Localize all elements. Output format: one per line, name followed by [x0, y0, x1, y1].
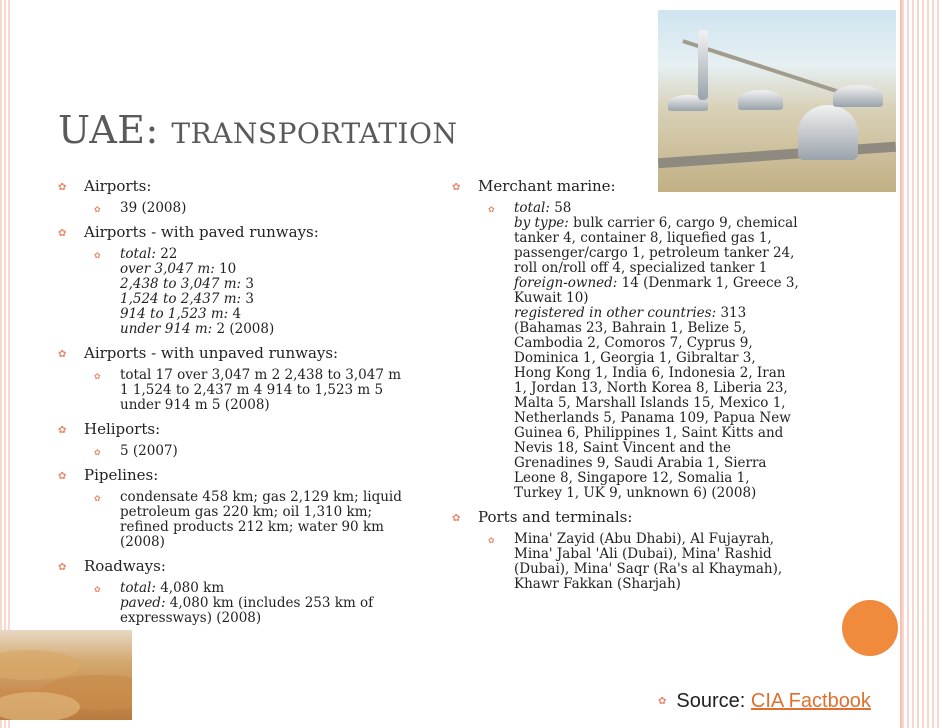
merchant-marine-line: Cambodia 2, Comoros 7, Cyprus 9, [514, 335, 753, 351]
pipelines-item: ✿ Pipelines: [58, 467, 438, 484]
right-decorative-border [902, 0, 942, 728]
heliports-item: ✿ Heliports: [58, 421, 438, 438]
roadways-item: ✿ Roadways: [58, 558, 438, 575]
paved-runways-item: ✿ Airports - with paved runways: [58, 224, 438, 241]
right-column [452, 178, 832, 600]
pipelines-details: ✿ condensate 458 km; gas 2,129 km; liquid petroleum gas 220 km; oil 1,310 km; refined products 212 km; water 90 km (2008) [84, 490, 438, 550]
unpaved-runways-item: ✿ Airports - with unpaved runways: [58, 345, 438, 362]
merchant-marine-line: Hong Kong 1, India 6, Indonesia 2, Iran [514, 365, 786, 381]
page-title [58, 108, 458, 152]
merchant-marine-line: passenger/cargo 1, petroleum tanker 24, [514, 245, 795, 261]
source-citation: ✿ Source: CIA Factbook [658, 690, 871, 712]
left-column [58, 178, 438, 634]
ports-details: ✿ Mina' Zayid (Abu Dhabi), Al Fujayrah, Mina' Jabal 'Ali (Dubai), Mina' Rashid (Dubai), Mina' Saqr (Ra's al Khaymah), Khawr Fakkan (Sharjah) [478, 532, 832, 592]
merchant-marine-line: ✿ total: 58 [514, 200, 572, 216]
merchant-marine-line: Nevis 18, Saint Vincent and the [514, 440, 732, 456]
merchant-marine-line: by type: bulk carrier 6, cargo 9, chemical [514, 215, 798, 231]
airport-photo [658, 10, 896, 192]
merchant-marine-line: Leone 8, Singapore 12, Somalia 1, [514, 470, 750, 486]
desert-photo [0, 630, 132, 720]
heliports-value: ✿ 5 (2007) [84, 444, 438, 459]
unpaved-runways-details: ✿ total 17 over 3,047 m 2 2,438 to 3,047 m 1 1,524 to 2,437 m 4 914 to 1,523 m 5 under 914 m 5 (2008) [84, 368, 438, 413]
merchant-marine-line: Turkey 1, UK 9, unknown 6) (2008) [514, 485, 757, 501]
merchant-marine-line: Dominica 1, Georgia 1, Gibraltar 3, [514, 350, 756, 366]
merchant-marine-line: tanker 4, container 8, liquefied gas 1, [514, 230, 772, 246]
fleuron-bullet-icon: ✿ [658, 696, 667, 708]
vertical-rule [900, 0, 902, 728]
merchant-marine-item: ✿ Merchant marine: [452, 178, 832, 195]
roadways-details: ✿ total: 4,080 km paved: 4,080 km (includes 253 km of expressways) (2008) [84, 581, 438, 626]
merchant-marine-line: Malta 5, Marshall Islands 15, Mexico 1, [514, 395, 786, 411]
merchant-marine-line: foreign-owned: 14 (Denmark 1, Greece 3, [514, 275, 799, 291]
paved-runways-details: ✿ total: 22 over 3,047 m: 10 2,438 to 3,047 m: 3 1,524 to 2,437 m: 3 914 to 1,523 m: 4 under 914 m: 2 (2008) [84, 247, 438, 337]
merchant-marine-line: registered in other countries: 313 [514, 305, 747, 321]
left-decorative-border [0, 0, 10, 728]
title-prefix: UAE: [58, 108, 172, 152]
merchant-marine-line: Grenadines 9, Saudi Arabia 1, Sierra [514, 455, 767, 471]
orange-accent-circle [842, 600, 898, 656]
merchant-marine-line: 1, Jordan 13, North Korea 8, Liberia 23, [514, 380, 788, 396]
cia-factbook-link[interactable]: CIA Factbook [750, 690, 871, 712]
merchant-marine-line: Kuwait 10) [514, 290, 589, 306]
merchant-marine-line: roll on/roll off 4, specialized tanker 1 [514, 260, 768, 276]
merchant-marine-line: Guinea 6, Philippines 1, Saint Kitts and [514, 425, 784, 441]
merchant-marine-details [478, 201, 832, 501]
merchant-marine-line: (Bahamas 23, Bahrain 1, Belize 5, [514, 320, 747, 336]
airports-value: ✿ 39 (2008) [84, 201, 438, 216]
ports-item: ✿ Ports and terminals: [452, 509, 832, 526]
merchant-marine-line: Netherlands 5, Panama 109, Papua New [514, 410, 791, 426]
airports-item: ✿ Airports: [58, 178, 438, 195]
title-main: TRANSPORTATION [171, 117, 458, 150]
